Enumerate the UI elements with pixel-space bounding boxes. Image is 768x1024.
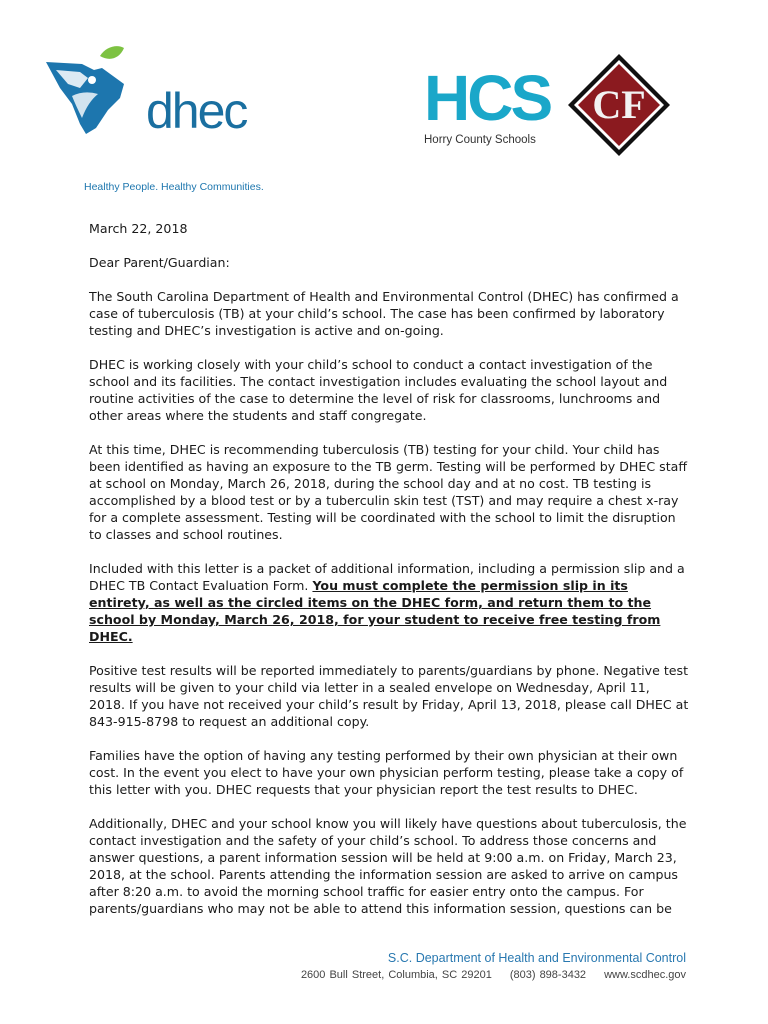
paragraph-5: Positive test results will be reported immediately to parents/guardians by phone. Negative test results will be given to your child via letter in a sealed envelope on Wednesday, April 11, 2018. If you have not received your child’s result by Friday, April 13, 2018, please call DHEC at 843-915-8798 to request an additional copy. xyxy=(89,663,689,729)
hcs-name: Horry County Schools xyxy=(424,134,536,146)
letter-body xyxy=(89,220,689,934)
footer-org-name: S.C. Department of Health and Environmental Control xyxy=(387,951,686,965)
hcs-wordmark: HCS xyxy=(424,62,551,134)
footer-address: 2600 Bull Street, Columbia, SC 29201 xyxy=(300,969,492,981)
paragraph-1: The South Carolina Department of Health and Environmental Control (DHEC) has confirmed a case of tuberculosis (TB) at your child’s school. The case has been confirmed by laboratory testing and DHEC’s investigation is active and on-going. xyxy=(89,289,679,338)
emblem-letters: CF xyxy=(592,82,646,127)
letter-date: March 22, 2018 xyxy=(89,221,188,236)
paragraph-7: Additionally, DHEC and your school know you will likely have questions about tuberculosis, the contact investigation and the safety of your child’s school. To address those concerns and answer questions, a parent information session will be held at 9:00 a.m. on Friday, March 23, 2018, at the school. Parents attending the information session are asked to arrive on campus after 8:20 a.m. to avoid the morning school traffic for easier entry onto the campus. For parents/guardians who may not be able to attend this information session, questions can be xyxy=(89,816,687,916)
paragraph-3: At this time, DHEC is recommending tuberculosis (TB) testing for your child. Your child has been identified as having an exposure to the TB germ. Testing will be performed by DHEC staff at school on Monday, March 26, 2018, during the school day and at no cost. TB testing is accomplished by a blood test or by a tuberculin skin test (TST) and may require a chest x-ray for a complete assessment. Testing will be coordinated with the school to limit the disruption to classes and school routines. xyxy=(89,442,688,542)
dhec-wordmark: dhec xyxy=(146,83,247,139)
dhec-state-emblem-icon xyxy=(42,44,152,136)
footer-phone: (803) 898-3432 xyxy=(509,969,587,981)
letter-salutation: Dear Parent/Guardian: xyxy=(89,255,230,270)
dhec-tagline: Healthy People. Healthy Communities. xyxy=(84,181,264,193)
dhec-logo xyxy=(42,44,282,193)
paragraph-4-emphasis: You must complete the permission slip in its entirety, as well as the circled items on the DHEC form, and return them to the school by Monday, March 26, 2018, for your student to receive free testing from DHEC. xyxy=(89,578,661,644)
hcs-logo xyxy=(424,62,558,156)
paragraph-6: Families have the option of having any testing performed by their own physician at their own cost. In the event you elect to have your own physician perform testing, please take a copy of this letter with you. DHEC requests that your physician report the test results to DHEC. xyxy=(89,748,684,797)
diamond-emblem-icon xyxy=(566,52,672,158)
school-emblem xyxy=(566,52,672,158)
footer-website: www.scdhec.gov xyxy=(604,969,686,981)
paragraph-4 xyxy=(89,560,689,645)
footer-contact xyxy=(301,969,686,981)
paragraph-2: DHEC is working closely with your child’s school to conduct a contact investigation of the school and its facilities. The contact investigation includes evaluating the school layout and routine activities of the case to determine the level of risk for classrooms, lunchrooms and other areas where the students and staff congregate. xyxy=(89,357,668,423)
paragraph-4-text: Included with this letter is a packet of additional information, including a permission slip and a DHEC TB Contact Evaluation Form. xyxy=(89,561,685,593)
